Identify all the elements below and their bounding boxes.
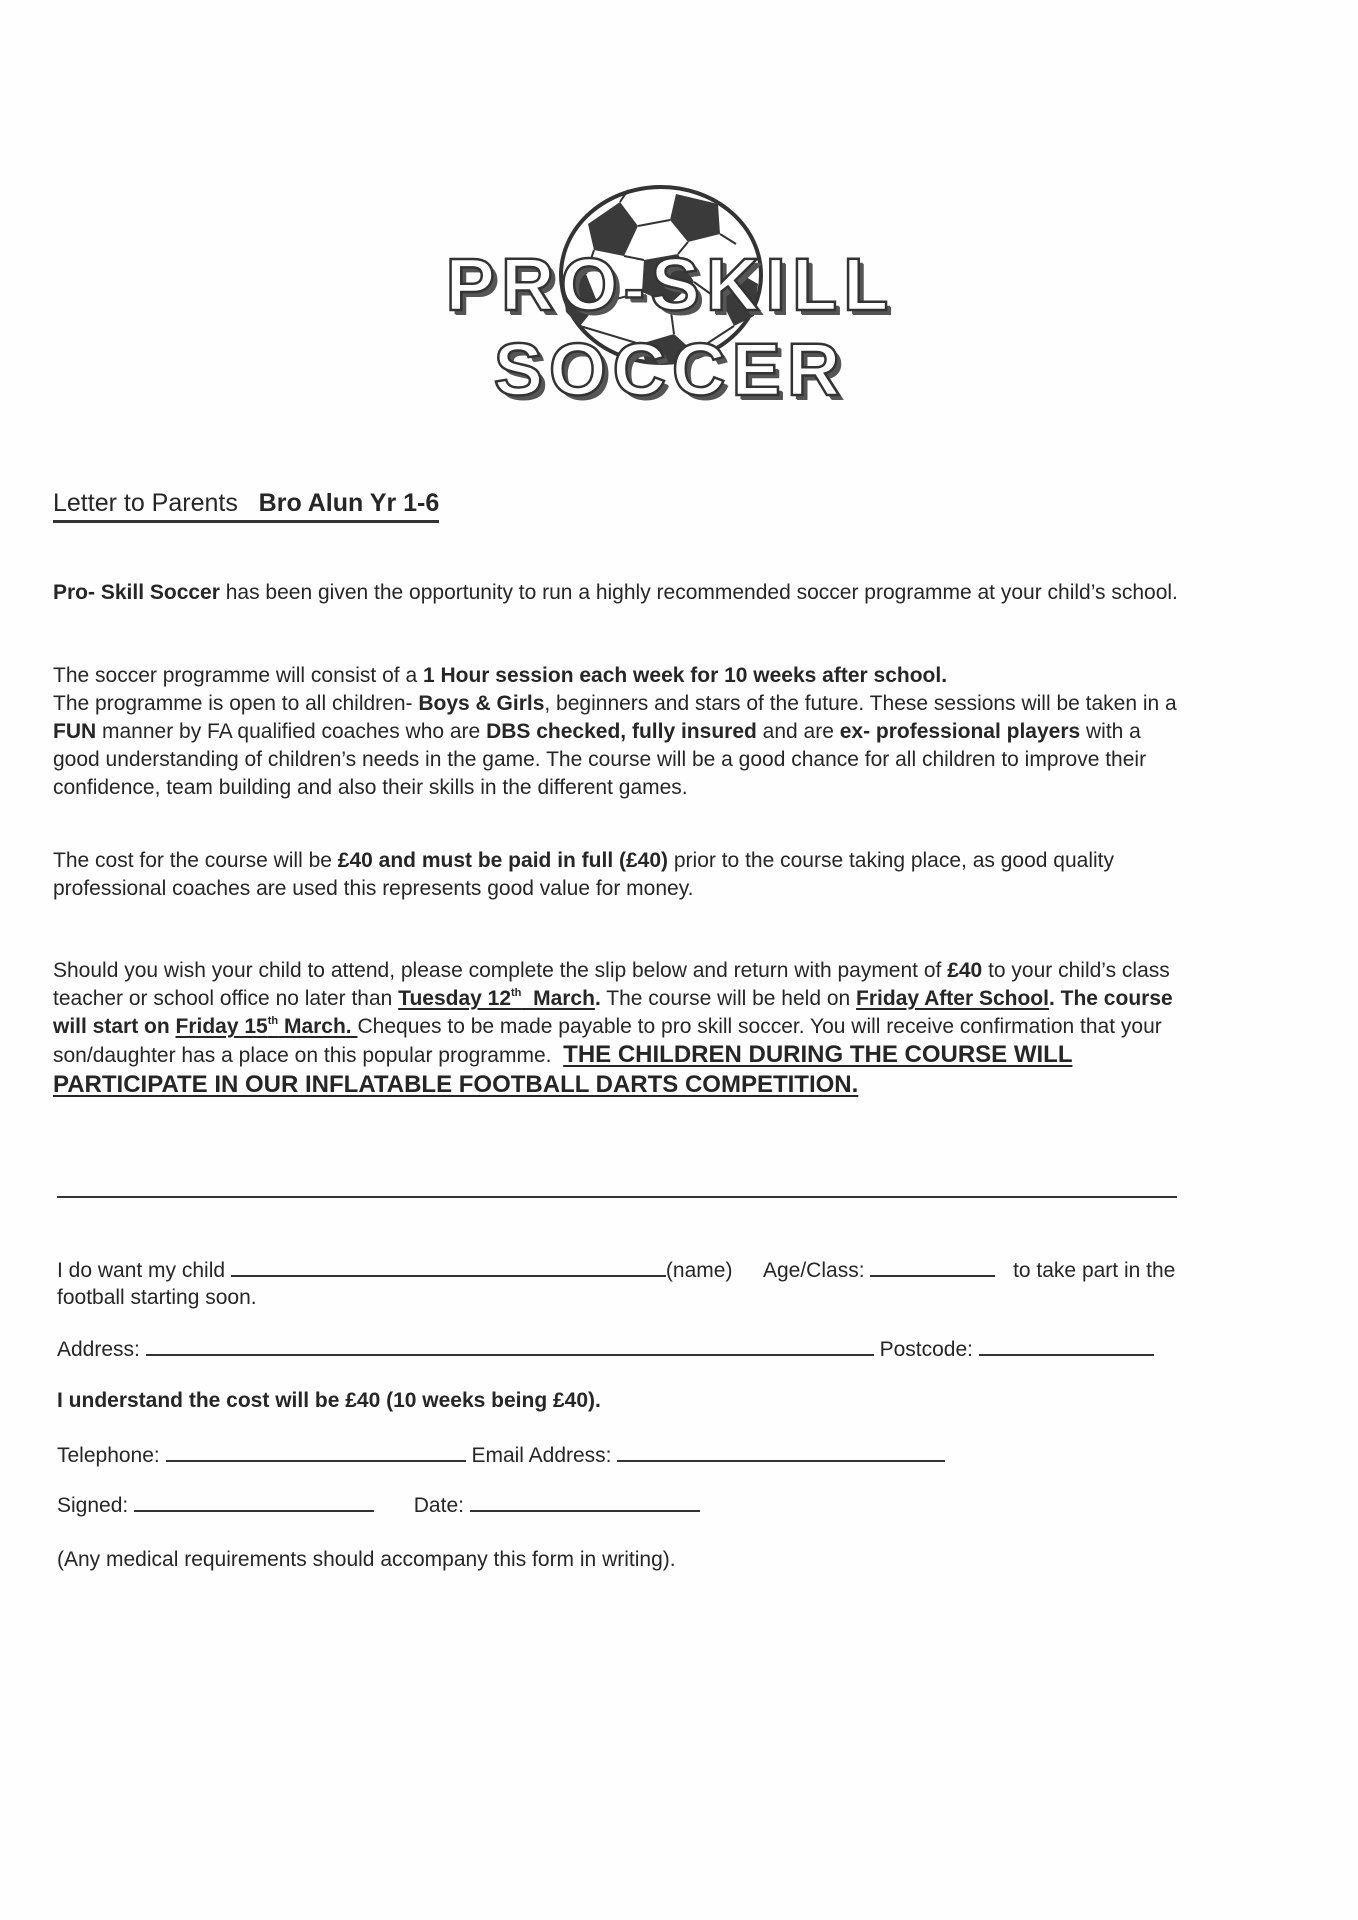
attend-line-1: Should you wish your child to attend, please complete the slip below and return with payment of £40 to your child’s class xyxy=(53,959,1170,982)
cost-acknowledgement: I understand the cost will be £40 (10 weeks being £40). xyxy=(57,1389,601,1412)
programme-line-1: The soccer programme will consist of a 1 Hour session each week for 10 weeks after school. xyxy=(53,664,948,687)
form-signature-row xyxy=(57,1492,700,1520)
session-day: Friday After School xyxy=(856,987,1049,1010)
child-name-field[interactable] xyxy=(231,1275,666,1277)
pro-skill-soccer-logo xyxy=(300,180,1040,411)
postcode-field[interactable] xyxy=(979,1354,1154,1356)
attend-line-5 xyxy=(53,1070,1173,1100)
signature-field[interactable] xyxy=(134,1510,374,1512)
email-label: Email Address: xyxy=(471,1444,612,1467)
attend-line-3: will start on Friday 15th March. Cheques to be made payable to pro skill soccer. You will receive confirmation that your xyxy=(53,1015,1162,1038)
take-part-text: to take part in the xyxy=(1013,1259,1176,1282)
cost-line-1: The cost for the course will be £40 and must be paid in full (£40) prior to the course taking place, as good quality xyxy=(53,849,1114,872)
heading-label: Letter to Parents xyxy=(53,489,238,517)
cost-line-2: professional coaches are used this represents good value for money. xyxy=(53,877,694,900)
child-label: I do want my child xyxy=(57,1259,226,1282)
name-suffix: (name) xyxy=(665,1259,733,1282)
postcode-label: Postcode: xyxy=(879,1338,973,1361)
heading-school: Bro Alun Yr 1-6 xyxy=(258,489,440,517)
telephone-field[interactable] xyxy=(166,1460,466,1462)
start-date: Friday 15th March. xyxy=(175,1015,358,1038)
programme-line-3: FUN manner by FA qualified coaches who are DBS checked, fully insured and are ex- professional players with a xyxy=(53,720,1141,743)
logo-wordmark: PRO-SKILL SOCCER xyxy=(445,243,895,411)
medical-note: (Any medical requirements should accompany this form in writing). xyxy=(57,1548,676,1571)
letter-heading xyxy=(53,489,439,523)
age-class-field[interactable] xyxy=(870,1275,995,1277)
intro-brand: Pro- Skill Soccer xyxy=(53,581,220,604)
football-line: football starting soon. xyxy=(57,1286,257,1309)
form-contact-row xyxy=(57,1442,945,1470)
tear-off-line xyxy=(57,1196,1177,1198)
competition-notice-1: THE CHILDREN DURING THE COURSE WILL xyxy=(563,1041,1073,1068)
cost-paragraph xyxy=(53,847,1114,903)
programme-line-4: good understanding of children’s needs in the game. The course will be a good chance for all children to improve their xyxy=(53,748,1147,771)
attend-line-2: teacher or school office no later than Tuesday 12th March. The course will be held on Friday After School. The course xyxy=(53,987,1173,1010)
programme-line-5: confidence, team building and also their skills in the different games. xyxy=(53,776,688,799)
competition-notice-2: PARTICIPATE IN OUR INFLATABLE FOOTBALL DARTS COMPETITION. xyxy=(53,1071,859,1098)
address-field[interactable] xyxy=(146,1354,874,1356)
address-label: Address: xyxy=(57,1338,140,1361)
attend-paragraph xyxy=(53,957,1173,1100)
intro-text: has been given the opportunity to run a highly recommended soccer programme at your child’s school. xyxy=(219,581,1178,604)
programme-line-2: The programme is open to all children- Boys & Girls, beginners and stars of the future. These sessions will be taken in a xyxy=(53,692,1177,715)
signed-label: Signed: xyxy=(57,1494,129,1517)
form-address-row xyxy=(57,1336,1154,1364)
date-label: Date: xyxy=(413,1494,464,1517)
age-class-label: Age/Class: xyxy=(762,1259,865,1282)
telephone-label: Telephone: xyxy=(57,1444,160,1467)
attend-line-4: son/daughter has a place on this popular programme. THE CHILDREN DURING THE COURSE WILL xyxy=(53,1041,1073,1068)
email-field[interactable] xyxy=(617,1460,945,1462)
intro-paragraph xyxy=(53,579,1178,607)
programme-paragraph xyxy=(53,662,1177,802)
form-child-row xyxy=(57,1257,1175,1285)
date-field[interactable] xyxy=(470,1510,700,1512)
deadline-date: Tuesday 12th March xyxy=(398,987,595,1010)
